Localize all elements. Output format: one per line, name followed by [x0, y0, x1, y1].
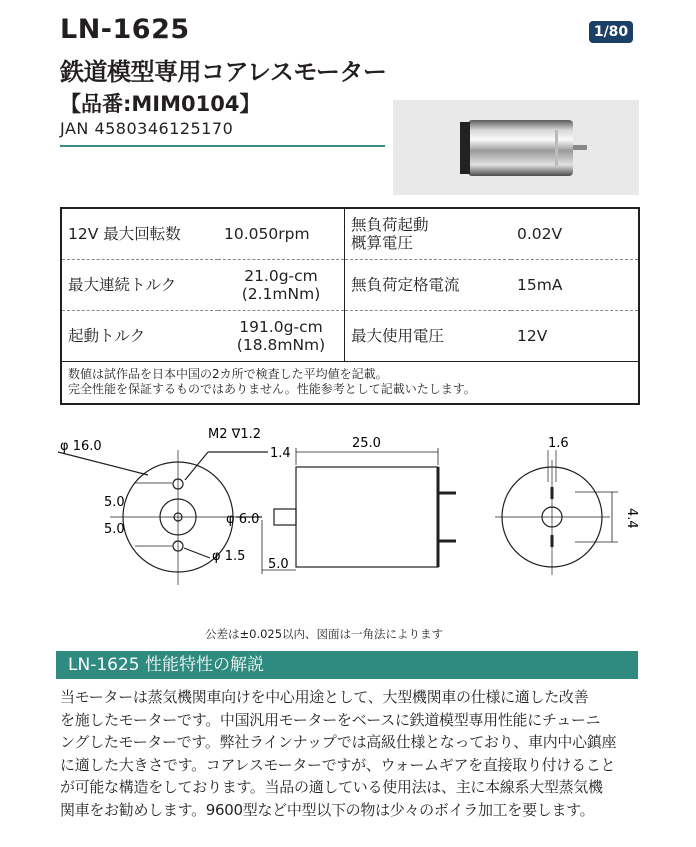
description [60, 686, 640, 821]
description-line: 関車をお勧めします。9600型など中型以下の物は少々のボイラ加工を要します。 [60, 800, 595, 819]
part-number: 【品番:MIM0104】 [60, 92, 261, 116]
dim-hole: φ 1.5 [212, 549, 246, 564]
spec-note-line: 数値は試作品を日本中国の2カ所で検査した平均値を記載。 [68, 367, 388, 381]
spec-note [62, 361, 638, 403]
scale-badge: 1/80 [589, 21, 633, 43]
dim-terminal-gap: 4.4 [624, 508, 639, 529]
dim-shaft-length: 5.0 [268, 557, 289, 572]
dim-shaft: φ 6.0 [226, 512, 260, 527]
description-line: ングしたモーターです。弊社ラインナップでは高級仕様となっており、車内中心鎮座 [60, 733, 617, 751]
dim-m2: M2 ∇1.2 [208, 427, 261, 442]
dimension-drawing [0, 420, 696, 620]
spec-label: 無負荷起動 概算電圧 [345, 209, 512, 260]
description-line: が可能な構造をしております。当品の適している使用法は、主に本線系大型蒸気機 [60, 778, 603, 796]
spec-value: 191.0g-cm (18.8mNm) [236, 318, 326, 354]
tolerance-note: 公差は±0.025以内、図面は一角法によります [205, 627, 444, 641]
spec-label: 最大使用電圧 [345, 311, 512, 362]
spec-label: 12V 最大回転数 [68, 225, 181, 243]
spec-label: 無負荷定格電流 [345, 260, 512, 311]
motor-photo [393, 100, 639, 195]
spec-label: 最大連続トルク [68, 276, 177, 294]
dim-total-length: 25.0 [352, 436, 381, 451]
spec-value: 0.02V [517, 225, 563, 243]
product-title: 鉄道模型専用コアレスモーター [60, 58, 387, 86]
spec-row [62, 209, 638, 260]
spec-value: 10.050rpm [224, 225, 310, 243]
spec-row [62, 311, 638, 362]
title-rule [60, 145, 385, 147]
spec-value: 15mA [517, 276, 563, 294]
spec-table [60, 207, 640, 405]
description-line: を施したモーターです。中国汎用モーターをベースに鉄道模型専用性能にチューニ [60, 710, 601, 729]
spec-value: 21.0g-cm (2.1mNm) [241, 267, 321, 303]
description-line: 当モーターは蒸気機関車向けを中心用途として、大型機関車の仕様に適した改善 [60, 688, 589, 706]
spec-label: 起動トルク [68, 327, 146, 345]
section-title: LN-1625 性能特性の解説 [56, 651, 638, 679]
dim-outer-diameter: φ 16.0 [60, 439, 102, 454]
dim-front-length: 1.4 [270, 446, 291, 461]
spec-row [62, 260, 638, 311]
spec-note-line: 完全性能を保証するものではありません。性能参考として記載いたします。 [68, 382, 476, 396]
jan-code: JAN 4580346125170 [60, 119, 234, 138]
dim-spacing-a: 5.0 [104, 495, 125, 510]
model-number: LN-1625 [60, 14, 190, 45]
description-line: に適した大きさです。コアレスモーターですが、ウォームギアを直接取り付けること [60, 755, 616, 774]
dim-spacing-b: 5.0 [104, 522, 125, 537]
dim-terminal-width: 1.6 [548, 436, 569, 451]
spec-value: 12V [517, 327, 548, 345]
